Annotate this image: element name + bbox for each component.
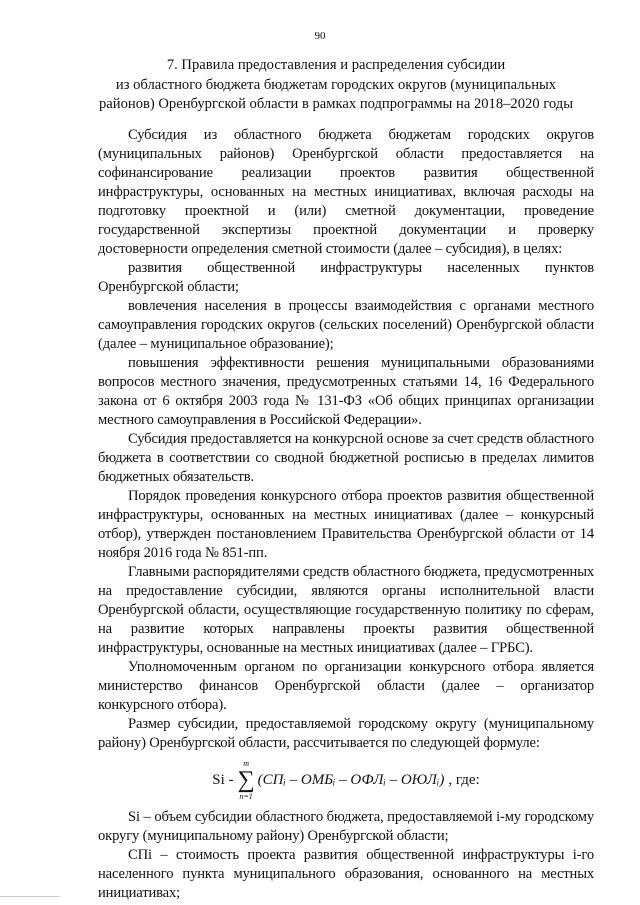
section-heading xyxy=(76,56,596,115)
definition-spi: СПi – стоимость проекта развития общественной инфраструктуры i-го населенного пункта муниципального образования, основанного на местных инициативах; xyxy=(98,847,594,901)
paragraph-subsidy-purpose: Субсидия из областного бюджета бюджетам городских округов (муниципальных районов) Оренбургской области предоставляется на софинансирование реализации проектов развития общественной инфраструктуры, основанных на местных инициативах, включая расходы на подготовку проектной и (или) сметной документации, проведение государственной экспертизы проектной документации и проверку достоверности определения сметной стоимости (далее – субсидия), в целях: xyxy=(98,127,594,257)
sum-upper-limit: m xyxy=(243,759,249,768)
formula-lhs: Si - xyxy=(212,771,234,788)
paragraph-goal-efficiency: повышения эффективности решения муниципальными образованиями вопросов местного значения, предусмотренных статьями 14, 16 Федерального закона от 6 октября 2003 года № 131-ФЗ «Об общих принципах организации местного самоуправления в Российской Федерации». xyxy=(98,355,594,428)
heading-line-1: 7. Правила предоставления и распределения субсидии xyxy=(166,57,506,73)
paragraph-competitive-basis: Субсидия предоставляется на конкурсной основе за счет средств областного бюджета в соответствии со сводной бюджетной росписью в пределах лимитов бюджетных обязательств. xyxy=(98,431,594,485)
sum-lower-limit: n=1 xyxy=(239,792,253,801)
paragraph-selection-procedure: Порядок проведения конкурсного отбора проектов развития общественной инфраструктуры, основанных на местных инициативах (далее – конкурсный отбор), утвержден постановлением Правительства Оренбургской области от 14 ноября 2016 года № 851-пп. xyxy=(98,488,594,561)
summation-sign xyxy=(238,759,255,801)
paragraph-goal-infrastructure: развития общественной инфраструктуры населенных пунктов Оренбургской области; xyxy=(98,260,594,295)
paragraph-goal-involvement: вовлечения населения в процессы взаимодействия с органами местного самоуправления городских округов (сельских поселений) Оренбургской области (далее – муниципальное образование); xyxy=(98,298,594,352)
heading-line-2: из областного бюджета бюджетам городских округов (муниципальных xyxy=(115,76,557,93)
subsidy-formula xyxy=(98,754,594,806)
sigma-symbol: ∑ xyxy=(237,767,255,793)
page-number: 90 xyxy=(314,30,326,42)
paragraph-authorized-body: Уполномоченным органом по организации конкурсного отбора является министерство финансов Оренбургской области (далее – организатор конкурсного отбора). xyxy=(98,659,594,713)
paragraph-budget-managers: Главными распорядителями средств областного бюджета, предусмотренных на предоставление субсидии, являются органы исполнительной власти Оренбургской области, осуществляющие государственную политику по сферам, на развитие которых направлены проекты развития общественной инфраструктуры, основанные на местных инициативах (далее – ГРБС). xyxy=(98,564,594,656)
formula-tail: , где: xyxy=(448,771,480,788)
definition-si: Si – объем субсидии областного бюджета, предоставляемой i-му городскому округу (муниципальному району) Оренбургской области; xyxy=(98,809,594,844)
formula-body: (СПᵢ – ОМБᵢ – ОФЛᵢ – ОЮЛᵢ) xyxy=(257,771,445,788)
heading-line-3: районов) Оренбургской области в рамках подпрограммы на 2018–2020 годы xyxy=(99,96,573,112)
paragraph-formula-intro: Размер субсидии, предоставляемой городскому округу (муниципальному району) Оренбургской области, рассчитывается по следующей формуле: xyxy=(98,716,594,751)
document-body xyxy=(98,126,594,903)
scan-footer-rule xyxy=(0,896,60,897)
